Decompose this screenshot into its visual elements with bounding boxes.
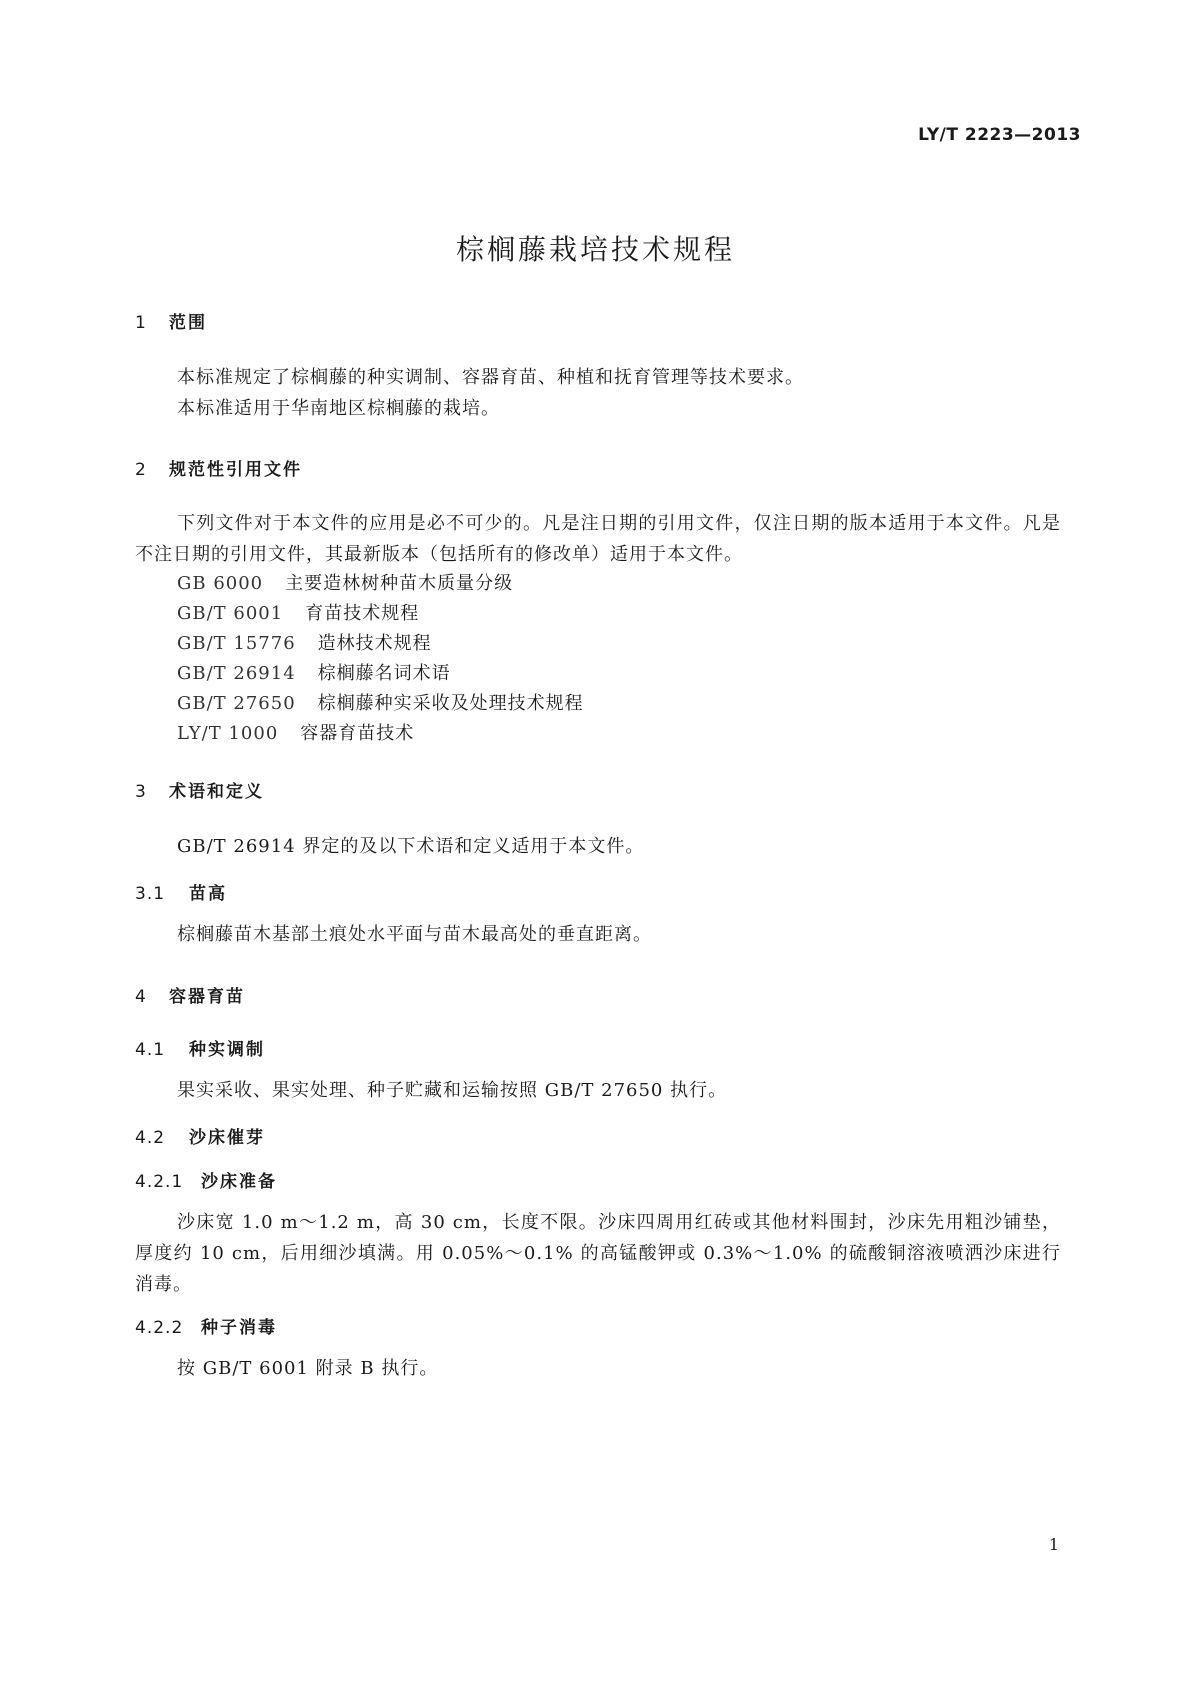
section-title: 沙床准备 <box>201 1172 277 1192</box>
reference-item <box>177 688 584 719</box>
standard-code: LY/T 2223—2013 <box>918 125 1081 145</box>
section-number: 4.1 <box>135 1040 166 1060</box>
section-1-heading <box>135 308 207 333</box>
section-4-2-2-heading <box>135 1313 277 1338</box>
section-3-1-text: 棕榈藤苗木基部土痕处水平面与苗木最高处的垂直距离。 <box>177 924 652 945</box>
section-4-2-2-text: 按 GB/T 6001 附录 B 执行。 <box>177 1358 439 1379</box>
section-number: 4.2 <box>135 1128 166 1148</box>
section-number: 4.2.2 <box>135 1318 184 1338</box>
reference-code: GB/T 15776 <box>177 633 296 654</box>
reference-item <box>177 598 419 629</box>
section-4-heading <box>135 982 245 1007</box>
section-2-heading <box>135 455 302 480</box>
section-title: 规范性引用文件 <box>169 460 302 480</box>
section-title: 种实调制 <box>189 1040 265 1060</box>
section-number: 2 <box>135 460 147 480</box>
section-number: 1 <box>135 313 147 333</box>
section-4-1-heading <box>135 1035 265 1060</box>
reference-code: GB/T 26914 <box>177 663 296 684</box>
document-title: 棕榈藤栽培技术规程 <box>455 233 735 266</box>
reference-title: 主要造林树种苗木质量分级 <box>285 573 514 594</box>
reference-code: GB/T 6001 <box>177 603 284 624</box>
reference-title: 容器育苗技术 <box>300 723 415 744</box>
section-1-paragraph-1: 本标准规定了棕榈藤的种实调制、容器育苗、种植和抚育管理等技术要求。 <box>177 367 804 388</box>
reference-item <box>177 658 451 689</box>
section-title: 范围 <box>169 313 207 333</box>
section-number: 3.1 <box>135 884 166 904</box>
section-number: 4 <box>135 987 147 1007</box>
section-4-2-heading <box>135 1123 265 1148</box>
section-4-1-text: 果实采收、果实处理、种子贮藏和运输按照 GB/T 27650 执行。 <box>177 1080 728 1101</box>
reference-item <box>177 718 414 749</box>
section-number: 4.2.1 <box>135 1172 184 1192</box>
reference-item <box>177 628 432 659</box>
reference-code: LY/T 1000 <box>177 723 279 744</box>
reference-code: GB/T 27650 <box>177 693 296 714</box>
section-2-intro: 下列文件对于本文件的应用是必不可少的。凡是注日期的引用文件，仅注日期的版本适用于本文件。凡是不注日期的引用文件，其最新版本（包括所有的修改单）适用于本文件。 <box>135 513 1061 565</box>
section-title: 苗高 <box>189 884 227 904</box>
section-3-heading <box>135 777 264 802</box>
section-4-2-1-heading <box>135 1167 277 1192</box>
reference-item <box>177 568 513 599</box>
section-4-2-1-text: 沙床宽 1.0 m～1.2 m，高 30 cm，长度不限。沙床四周用红砖或其他材料围封，沙床先用粗沙铺垫，厚度约 10 cm，后用细沙填满。用 0.05%～0.1% 的高锰酸钾或 0.3%～1.0% 的硫酸铜溶液喷洒沙床进行消毒。 <box>135 1212 1061 1295</box>
reference-title: 棕榈藤种实采收及处理技术规程 <box>317 693 584 714</box>
section-1-paragraph-2: 本标准适用于华南地区棕榈藤的栽培。 <box>177 398 500 419</box>
section-title: 容器育苗 <box>169 987 245 1007</box>
section-title: 沙床催芽 <box>189 1128 265 1148</box>
reference-title: 育苗技术规程 <box>305 603 420 624</box>
section-title: 种子消毒 <box>201 1318 277 1338</box>
reference-code: GB 6000 <box>177 573 264 594</box>
reference-title: 棕榈藤名词术语 <box>317 663 451 684</box>
section-3-intro: GB/T 26914 界定的及以下术语和定义适用于本文件。 <box>177 836 645 857</box>
section-title: 术语和定义 <box>169 782 264 802</box>
reference-title: 造林技术规程 <box>317 633 432 654</box>
page-number: 1 <box>1048 1535 1059 1554</box>
section-3-1-heading <box>135 879 227 904</box>
section-number: 3 <box>135 782 147 802</box>
